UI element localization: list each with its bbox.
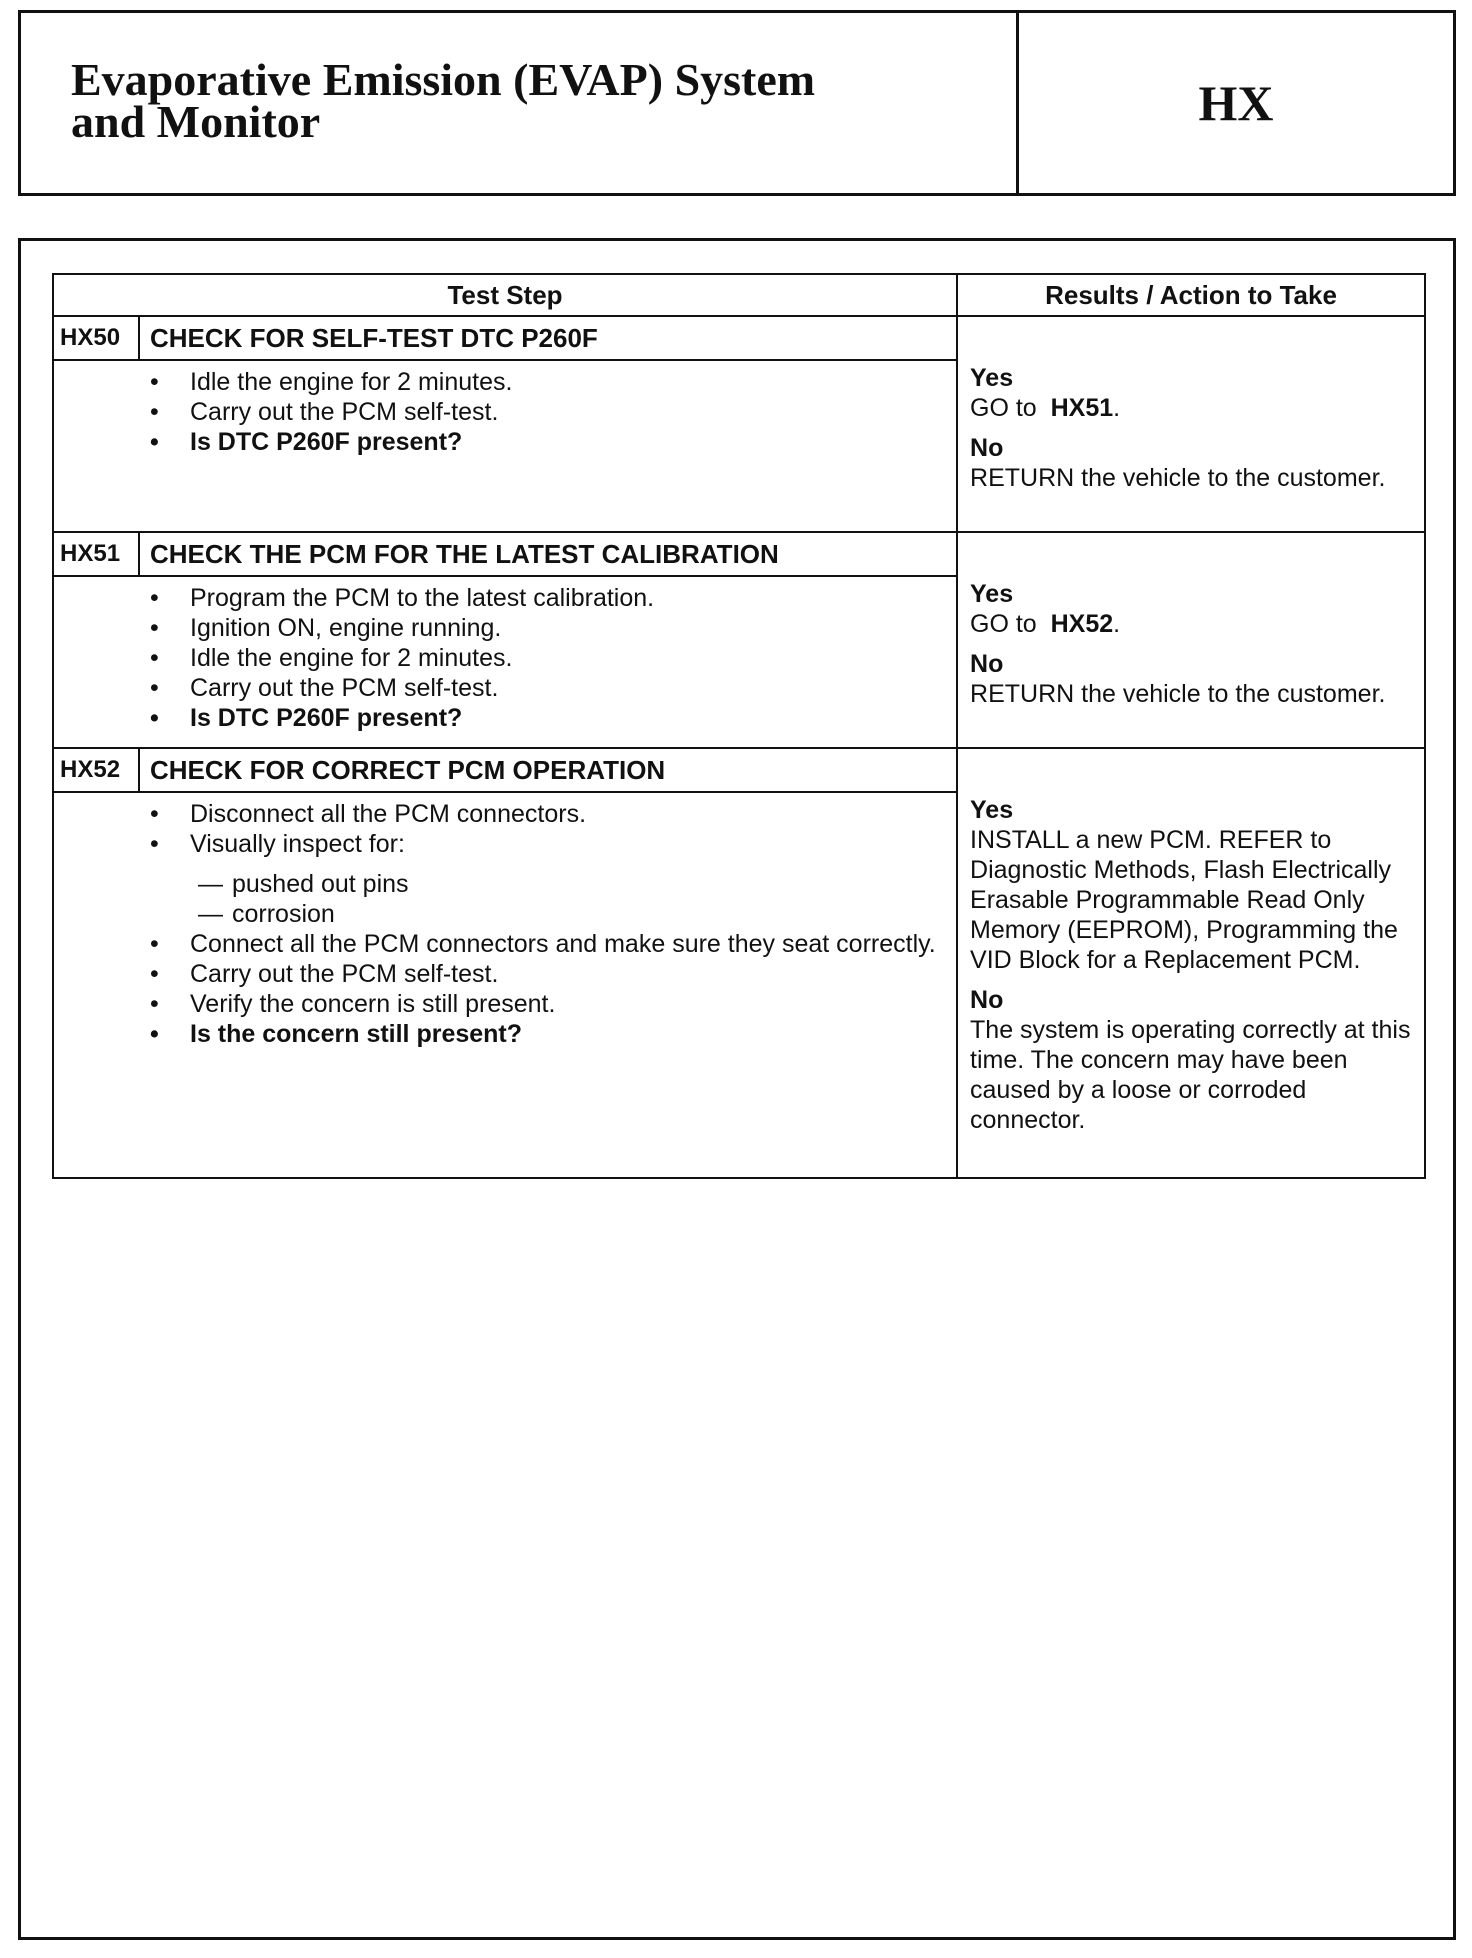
yes-suffix: . [1113,394,1121,422]
step-sub-bullet: — pushed out pins [54,869,956,899]
step-title: CHECK FOR SELF-TEST DTC P260F [139,316,957,360]
step-id: HX52 [53,748,139,792]
test-step-table [52,273,1426,1179]
step-bullet: • Ignition ON, engine running. [54,613,956,643]
step-sub-bullet: — corrosion [54,899,956,929]
yes-label: Yes [970,580,1014,608]
step-bullet: • Verify the concern is still present. [54,989,956,1019]
yes-action [970,609,1416,639]
step-question: • Is DTC P260F present? [54,703,956,733]
page-title [21,13,1019,193]
yes-target-step: HX52 [1050,610,1114,638]
step-body [53,360,957,532]
table-header-row [53,274,1425,316]
page-header [18,10,1456,196]
step-bullet: • Visually inspect for: [54,829,956,859]
step-bullet: • Disconnect all the PCM connectors. [54,799,956,829]
no-action: RETURN the vehicle to the customer. [970,680,1386,708]
yes-target-step: HX51 [1050,394,1114,422]
yes-suffix: . [1113,610,1121,638]
step-bullet: • Idle the engine for 2 minutes. [54,367,956,397]
step-bullet: • Carry out the PCM self-test. [54,959,956,989]
no-action: RETURN the vehicle to the customer. [970,464,1386,492]
step-id: HX51 [53,532,139,576]
step-result [957,532,1425,748]
step-title-row [53,316,1425,360]
yes-label: Yes [970,796,1014,824]
step-title: CHECK FOR CORRECT PCM OPERATION [139,748,957,792]
page-title-line-1: Evaporative Emission (EVAP) System [71,54,816,105]
step-id: HX50 [53,316,139,360]
no-label: No [970,986,1004,1014]
column-header-results: Results / Action to Take [957,274,1425,316]
no-label: No [970,650,1004,678]
step-bullet: • Connect all the PCM connectors and make sure they seat correctly. [54,929,956,959]
step-title-row [53,532,1425,576]
step-bullet: • Idle the engine for 2 minutes. [54,643,956,673]
no-action: The system is operating correctly at this time. The concern may have been caused by a loose or corroded connector. [970,1016,1411,1134]
yes-action [970,393,1416,423]
column-header-test-step: Test Step [53,274,957,316]
yes-label: Yes [970,364,1014,392]
step-bullet: • Carry out the PCM self-test. [54,673,956,703]
yes-prefix: GO to [970,610,1037,638]
yes-action: INSTALL a new PCM. REFER to Diagnostic Methods, Flash Electrically Erasable Programmable Read Only Memory (EEPROM), Programming the VID Block for a Replacement PCM. [970,826,1398,974]
step-body [53,792,957,1178]
step-result [957,316,1425,532]
no-label: No [970,434,1004,462]
step-bullet: • Carry out the PCM self-test. [54,397,956,427]
step-bullet: • Program the PCM to the latest calibration. [54,583,956,613]
yes-prefix: GO to [970,394,1037,422]
step-question: • Is DTC P260F present? [54,427,956,457]
step-title-row [53,748,1425,792]
step-body [53,576,957,748]
page-title-line-2: and Monitor [71,96,321,147]
section-code: HX [1198,75,1274,131]
step-question: • Is the concern still present? [54,1019,956,1049]
step-title: CHECK THE PCM FOR THE LATEST CALIBRATION [139,532,957,576]
step-result [957,748,1425,1178]
